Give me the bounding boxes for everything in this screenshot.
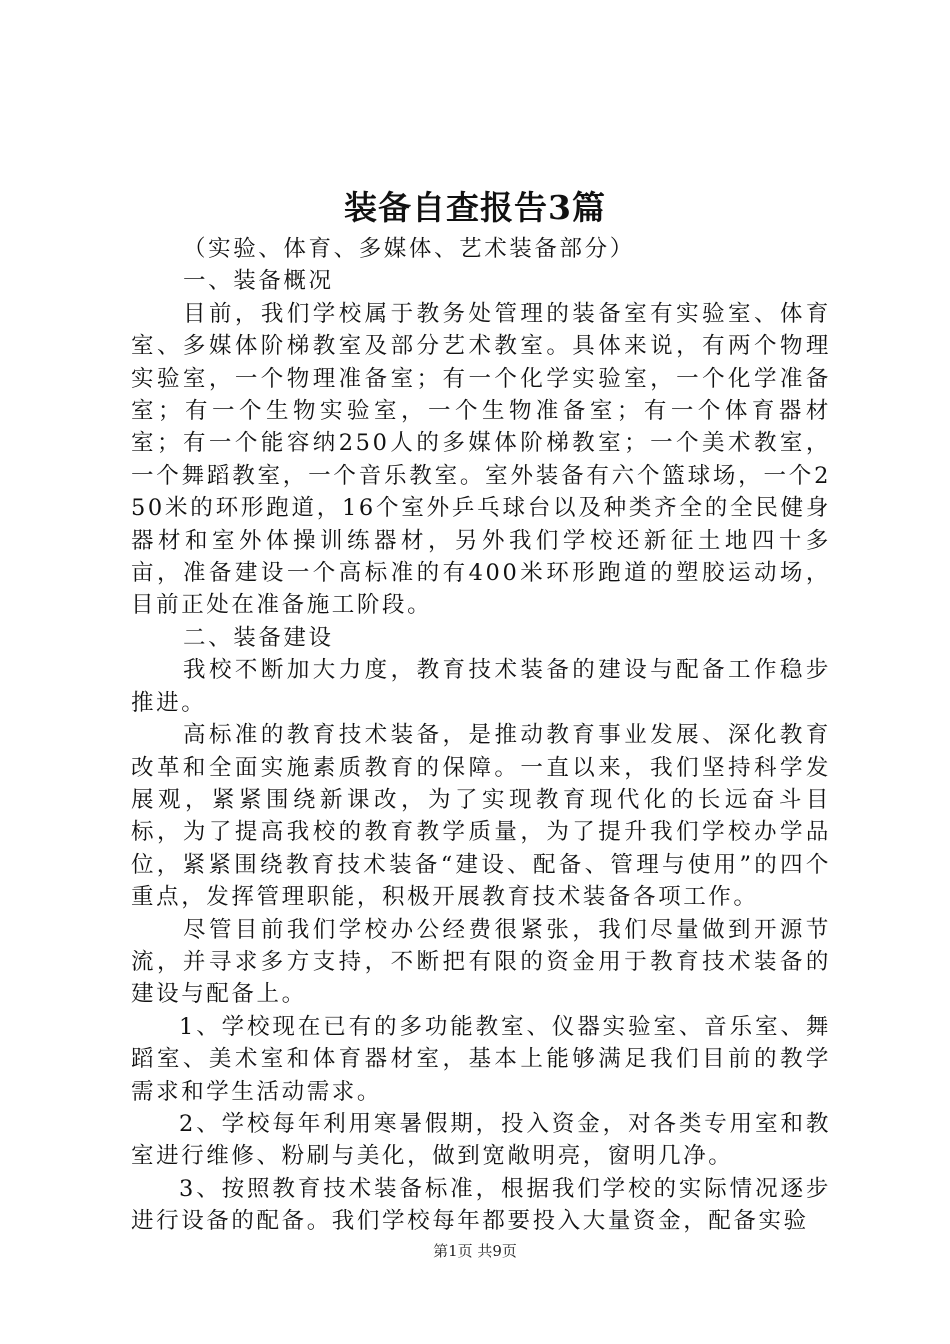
list-item-1: 1、学校现在已有的多功能教室、仪器实验室、音乐室、舞蹈室、美术室和体育器材室，基本上能够满足我们目前的教学需求和学生活动需求。 <box>131 1013 831 1105</box>
section-subtitle: （实验、体育、多媒体、艺术装备部分） <box>183 236 635 262</box>
list-item-2: 2、学校每年利用寒暑假期，投入资金，对各类专用室和教室进行维修、粉刷与美化，做到宽敞明亮，窗明几净。 <box>131 1110 831 1170</box>
section-heading-construction: 二、装备建设 <box>183 624 334 651</box>
page-number-footer: 第1页 共9页 <box>433 1242 517 1260</box>
document-body <box>131 233 831 1238</box>
paragraph-overview: 目前，我们学校属于教务处管理的装备室有实验室、体育室、多媒体阶梯教室及部分艺术教室。具体来说，有两个物理实验室，一个物理准备室；有一个化学实验室，一个化学准备室；有一个生物实验室，一个生物准备室；有一个体育器材室；有一个能容纳250人的多媒体阶梯教室；一个美术教室，一个舞蹈教室，一个音乐教室。室外装备有六个篮球场，一个250米的环形跑道，16个室外乒乓球台以及种类齐全的全民健身器材和室外体操训练器材，另外我们学校还新征土地四十多亩，准备建设一个高标准的有400米环形跑道的塑胶运动场，目前正处在准备施工阶段。 <box>131 300 831 619</box>
paragraph-standards: 高标准的教育技术装备，是推动教育事业发展、深化教育改革和全面实施素质教育的保障。一直以来，我们坚持科学发展观，紧紧围绕新课改，为了实现教育现代化的长远奋斗目标，为了提高我校的教育教学质量，为了提升我们学校办学品位，紧紧围绕教育技术装备“建设、配备、管理与使用”的四个重点，发挥管理职能，积极开展教育技术装备各项工作。 <box>131 722 831 911</box>
document-title: 装备自查报告3篇 <box>344 188 606 227</box>
section-heading-overview: 一、装备概况 <box>183 268 334 295</box>
paragraph-funding: 尽管目前我们学校办公经费很紧张，我们尽量做到开源节流，并寻求多方支持，不断把有限的资金用于教育技术装备的建设与配备上。 <box>131 916 831 1008</box>
paragraph-construction-intro: 我校不断加大力度，教育技术装备的建设与配备工作稳步推进。 <box>131 657 831 716</box>
list-item-3: 3、按照教育技术装备标准，根据我们学校的实际情况逐步进行设备的配备。我们学校每年都要投入大量资金，配备实验 <box>131 1175 831 1235</box>
